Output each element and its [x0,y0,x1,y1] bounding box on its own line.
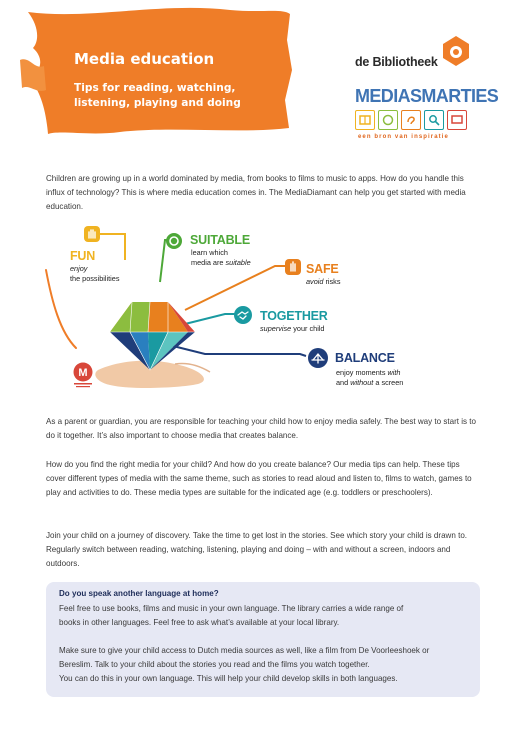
language-box-line: Feel free to use books, films and music in your own language. The library carries a wide range of [59,604,404,613]
language-box-line: Make sure to give your child access to Dutch media sources as well, like a film from De Voorleeshoek or [59,646,430,655]
language-box-title: Do you speak another language at home? [59,589,219,598]
fun-description: enjoy [70,264,88,273]
bibliotheek-logo-icon [443,36,469,66]
balance-label: BALANCE [335,351,395,365]
paragraph-media-tips: How do you find the right media for your child? And how do you create balance? Our media tips can help. These tips cover different types of media with the same theme, such as stories to read aloud and listen to, films to watch, games to play and activities to do. These media types are suitable for the indicated age (e.g. toddlers or preschoolers). [46,460,472,497]
fun-description-2: the possibilities [70,274,120,283]
suitable-description-2: media are suitable [191,258,251,267]
mediasmarties-tagline: een bron van inspiratie [358,134,449,140]
bibliotheek-logo [355,36,475,72]
mediasmarties-tiles [355,110,467,130]
mediasmarties-wordmark: MEDIASMARTIES [355,86,499,106]
check-icon [166,233,182,249]
hand-icon [84,226,100,242]
language-box-line: Bereslim. Talk to your child about the stories you read and the films you watch together. [59,660,370,669]
badge-letter: M [78,367,88,379]
scale-icon [308,348,328,368]
page-subtitle: Tips for reading, watching, listening, playing and doing [74,82,241,109]
bibliotheek-wordmark: de Bibliotheek [355,55,438,69]
screen-icon [447,110,467,130]
mediadiamant-diagram [0,222,525,392]
handshake-icon [234,306,252,324]
language-box-line: books in other languages. Feel free to ask what’s available at your local library. [59,618,340,627]
intro-paragraph: Children are growing up in a world dominated by media, from books to films to music to apps. How do you handle this influx of technology? This is where media education comes in. The MediaDiamant can help you get started with media education. [46,174,466,211]
language-box-line: You can do this in your own language. This will help your child develop skills in both languages. [59,674,398,683]
suitable-label: SUITABLE [190,233,250,247]
language-info-box [46,582,480,697]
mediasmarties-logo [355,86,499,146]
safe-description: avoid risks [306,277,341,286]
magnifier-icon [424,110,444,130]
hand-stop-icon [285,259,301,275]
together-description: supervise your child [260,324,325,333]
book-icon [355,110,375,130]
face-icon [378,110,398,130]
balance-description-2: and without a screen [336,378,404,387]
media-smarties-badge-icon [72,362,94,388]
paragraph-journey: Join your child on a journey of discovery. Take the time to get lost in the stories. See which story your child is drawn to. Regularly switch between reading, watching, listening, playing and doing – with and without a screen, indoors and outdoors. [46,531,468,568]
fun-label: FUN [70,249,96,263]
ear-icon [401,110,421,130]
safe-label: SAFE [306,262,339,276]
suitable-description: learn which [191,248,228,257]
page-title: Media education [74,50,215,68]
balance-description: enjoy moments with [336,368,401,377]
paragraph-responsibility: As a parent or guardian, you are responsible for teaching your child how to enjoy media safely. The best way to start is to do it together. It’s also important to choose media that creates balance. [46,417,476,440]
together-label: TOGETHER [260,309,328,323]
